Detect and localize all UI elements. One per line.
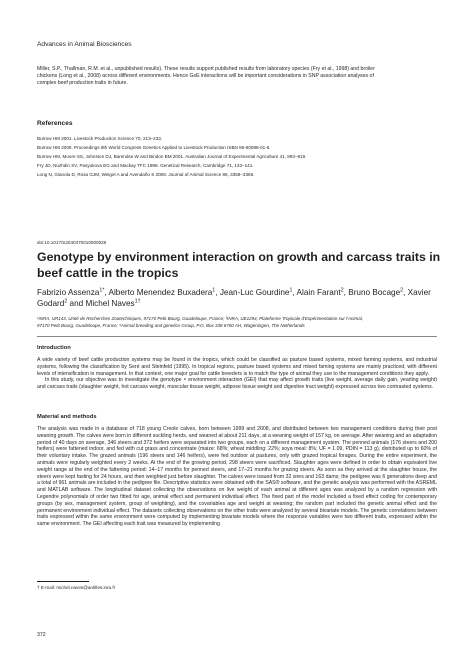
author-name: Jean-Luc Gourdine [219,288,290,297]
author-name: Fabrizio Assenza [37,288,100,297]
intro-line: complex beef production traits in future. [37,80,128,86]
introduction-body [37,357,437,391]
intro-line: chickens (Long et al., 2008) across different environments. Hence GxE interactions will be important considerations in SNP association analyses of [37,73,374,79]
intro-paragraph [37,66,437,87]
affiliation-line: 97170 Petit Bourg, Guadeloupe, France; *Animal breeding and genetics Group, P.O. Box 338 6700 AH, Wageningen, The Netherlands [37,322,305,328]
author-affiliation-mark: 1* [99,287,105,294]
reference-item: Burrow HM 2001. Livestock Production Science 70, 213–233. [37,136,163,141]
author-affiliation-mark: 1† [134,297,141,304]
author-affiliation-mark: 2 [400,287,404,294]
references-heading: References [37,120,73,127]
reference-item: Long N, Gianola D, Rosa GJM, Weigel A and Avendaño S 2008. Journal of Animal Science 86, 3358–3366. [37,172,255,177]
author-affiliation-mark: 1 [212,287,216,294]
reference-item: Burrow HM, Moore SS, Johnston DJ, Barendse W and Bindon BM 2001. Australian Journal of Experimental Agriculture 41, 893–919. [37,154,307,159]
footnote-divider [37,581,89,582]
author-name: Alberto Menendez Buxadera [108,288,213,297]
paragraph: In this study, our objective was to investigate the genotype × environment interaction (GEI) that may affect growth traits (live weight, average daily gain, yearling weight) and carcass traits (slaughter weight, hot carcass weight, muscular tissue weight, adipose tissue weight and digestive tract weight) expressed across two contrasted systems. [37,377,437,391]
article-title: Genotype by environment interaction on growth and carcass traits in beef cattle in the tropics [37,250,441,280]
author-list: Fabrizio Assenza$^{1*}$, Alberto Menendez Buxadera$^1$, Jean-Luc Gourdine$^1$, Alain Farant$^2$, Bruno Bocage$^2$, Xavier Godard$^2$ and Michel Naves$^{1\dagger}$ [37,287,431,308]
paragraph: A wide variety of beef cattle production systems may be found in the tropics, which could be classified as pasture based systems, mixed farming systems, and industrial systems, following the classification by Seré and Steinfeld (1995). In tropical regions, pasture based systems and mixed faming systems are mainly practiced, with different levels of intensification in management. In that context, one major goal for cattle breeders is to match the type of animal they use to the management conditions they apply. [37,357,437,377]
methods-body [37,426,437,528]
intro-line: Miller, S.P., Thallman, R.M. et al., unpublished results). These results support published results from laboratory species (Fry et al., 1998) and broiler [37,66,375,72]
page-number: 372 [37,632,46,638]
author-name: Xavier Godard [37,288,431,308]
introduction-heading: Introduction [37,345,71,351]
author-name: Bruno Bocage [348,288,401,297]
reference-item: Burrow HM 2006. Proceedings 8th World Congress Genetics Applied to Livestock Production ISBN 85-60088-01-6. [37,145,271,150]
author-affiliation-mark: 2 [64,297,68,304]
author-name: Michel Naves [85,298,135,308]
author-name: Alain Farant [296,288,341,297]
author-affiliation-mark: 2 [340,287,344,294]
footnote-email: † E-mail: michel.naves@antilles.inra.fr [37,585,116,590]
affiliations [37,316,437,329]
references-list [37,134,437,179]
reference-item: Fry JD, Nuzhdin SV, Pasyukova EG and Mackay TFC 1998. Genetical Research, Cambridge 71, 133–141. [37,163,254,168]
article-doi: doi:10.1017/S2040470010000026 [37,240,107,245]
author-affiliation-mark: 1 [289,287,293,294]
methods-heading: Material and methods [37,414,97,420]
paragraph: The analysis was made in a database of 718 young Creole calves, born between 1999 and 2008, and distributed between two management conditions during their post weaning growth. The calves were born in different suckling herds, and weaned at about 211 days, at a weaning weight of 157 kg, on average. After weaning and an adaptation period of 40 days on average, 346 steers and 372 heifers were separated into two groups, each on a different management system. The penned animals (176 steers and 200 heifers) were fattened indoor, and fed with cut grass and concentrate (maize: 68%; wheat middling: 22%; soya meal: 8%; UF = 1.09, PDIN = 113 g), distributed up to 60% of their voluntary intake. The grazed animals (196 steers and 146 heifers), were fed outdoor at pastures, only with grazed tropical forages. During the entire experiment, the animals were regularly weighted every 2 weeks. At the end of the growing period, 298 steers were sacrificed. Slaughter ages were defined in order to obtain equivalent live weight range at the end of the fattening period: 14–17 months for penned steers, and 17–21 months for grazing steers. As soon as they arrived at the slaughter house, the steers were kept fasting for 24 hours, and then weighted just before slaughter. The calves were issued from 32 sires and 163 dams; the pedigree was 6 generations deep and a total of 961 animals are included in the pedigree file. Descriptive statistics were obtained with the SAS® software, and the genetic analysis was performed with the ASREML and MATLAB software. The longitudinal dataset collecting the observations on live weight of each animal at different ages was analyzed by a random regression with Legendre polynomials of order two fitted for age, animal effect and permanent individual effect. The fixed part of the model included a fixed effect coding for contemporary groups (by sex, management system, group of weighting), and the covariables age and weight at weaning; the random part included the genetic animal effect and the permanent environment individual effect. The datasets collecting observations on the other traits were analyzed by several bivariate models. The genetic correlations between traits expressed within the same environment were computed by implementing bivariate models where the response variables were two different traits, expressed within the same environment. The GEI affecting each trait was measured by implementing [37,426,437,528]
section-divider [37,336,437,337]
affiliation-line: ¹INRA, UR143, Unité de Recherches Zootechniques, 97170 Petit Bourg, Guadeloupe, France; ²INRA, UE1294, Plateforme Tropicale d'Expérimentation sur l'Animal, [37,316,364,321]
journal-header: Advances in Animal Biosciences [37,41,132,48]
